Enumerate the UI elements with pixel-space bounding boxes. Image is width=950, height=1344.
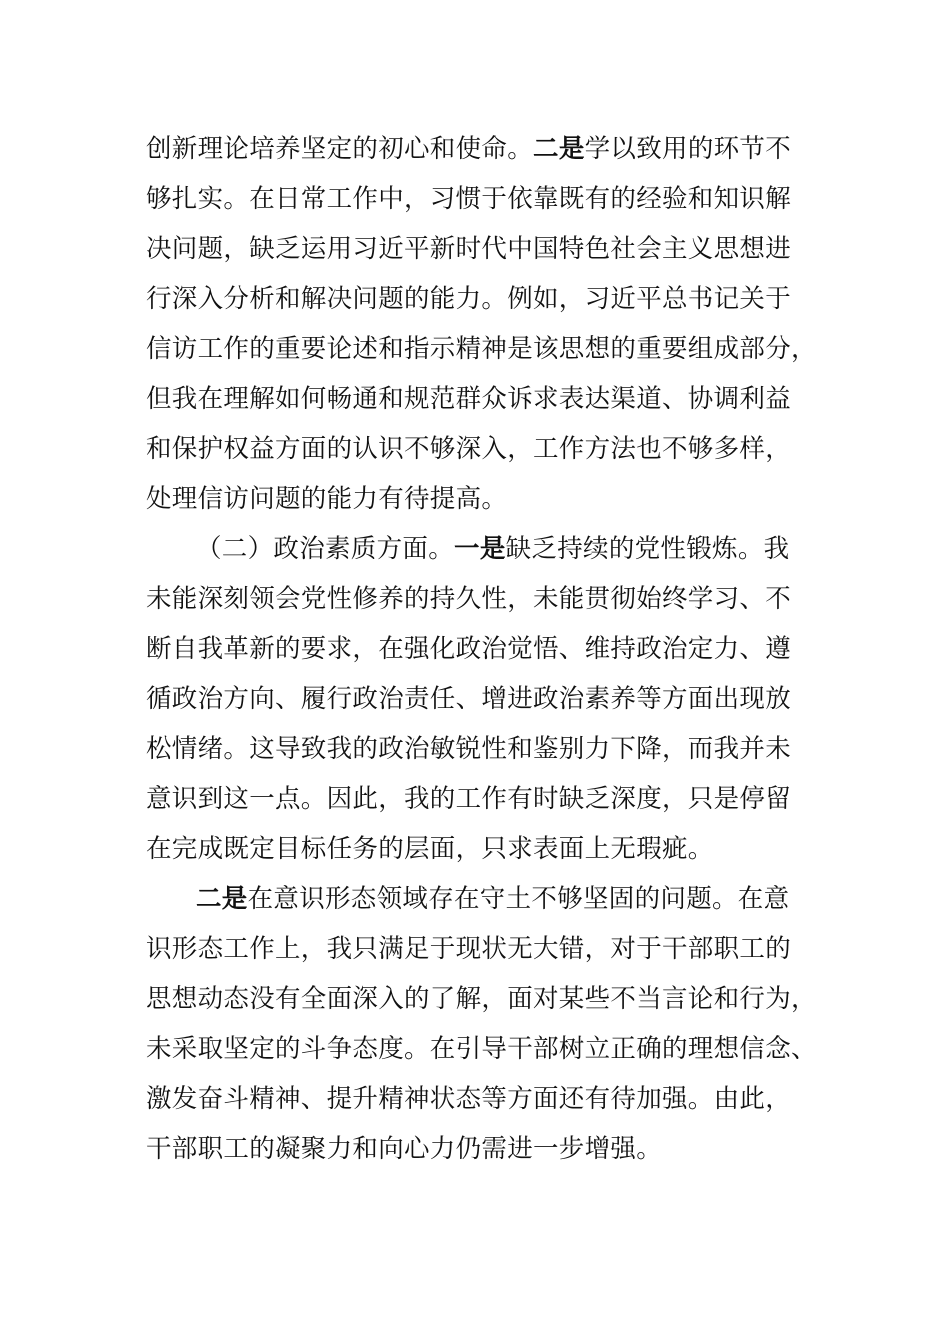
body-line: [146, 274, 806, 324]
text-run: 思想动态没有全面深入的了解，面对某些不当言论和行为，: [146, 984, 817, 1014]
text-run: 但我在理解如何畅通和规范群众诉求表达渠道、协调利益: [146, 384, 792, 414]
body-line: [146, 624, 806, 674]
body-line: [146, 224, 806, 274]
text-run: 未采取坚定的斗争态度。在引导干部树立正确的理想信念、: [146, 1034, 817, 1064]
text-run: 和保护权益方面的认识不够深入，工作方法也不够多样，: [146, 434, 792, 464]
body-line: [146, 824, 806, 874]
text-run: 干部职工的凝聚力和向心力仍需进一步增强。: [146, 1134, 663, 1164]
text-run: 够扎实。在日常工作中，习惯于依靠既有的经验和知识解: [146, 184, 792, 214]
text-run: 识形态工作上，我只满足于现状无大错，对于干部职工的: [146, 934, 792, 964]
body-line: [146, 374, 806, 424]
text-run: 未能深刻领会党性修养的持久性，未能贯彻始终学习、不: [146, 584, 792, 614]
body-line: [146, 1074, 806, 1124]
body-line: [146, 574, 806, 624]
body-line: [146, 174, 806, 224]
body-line: [146, 724, 806, 774]
body-line: [146, 124, 806, 174]
text-run: （二）政治素质方面。: [196, 534, 455, 564]
body-line: [146, 474, 806, 524]
text-run: 缺乏持续的党性锻炼。我: [505, 534, 790, 564]
bold-text-run: 二是: [196, 884, 248, 914]
body-line: [146, 874, 806, 924]
body-line: [146, 424, 806, 474]
text-run: 断自我革新的要求，在强化政治觉悟、维持政治定力、遵: [146, 634, 792, 664]
body-line: [146, 924, 806, 974]
text-run: 处理信访问题的能力有待提高。: [146, 484, 508, 514]
body-line: [146, 674, 806, 724]
bold-text-run: 二是: [533, 134, 585, 164]
text-run: 意识到这一点。因此，我的工作有时缺乏深度，只是停留: [146, 784, 792, 814]
text-run: 激发奋斗精神、提升精神状态等方面还有待加强。由此，: [146, 1084, 792, 1114]
text-run: 循政治方向、履行政治责任、增进政治素养等方面出现放: [146, 684, 792, 714]
text-run: 松情绪。这导致我的政治敏锐性和鉴别力下降，而我并未: [146, 734, 792, 764]
text-run: 在意识形态领域存在守土不够坚固的问题。在意: [247, 884, 790, 914]
body-line: [146, 1024, 817, 1074]
text-run: 创新理论培养坚定的初心和使命。: [146, 134, 534, 164]
text-run: 学以致用的环节不: [584, 134, 792, 164]
body-line: [146, 974, 817, 1024]
text-run: 在完成既定目标任务的层面，只求表面上无瑕疵。: [146, 834, 714, 864]
body-line: [146, 324, 817, 374]
text-run: 决问题，缺乏运用习近平新时代中国特色社会主义思想进: [146, 234, 792, 264]
document-body: [146, 124, 817, 1174]
section-heading-line: [146, 524, 806, 574]
text-run: 行深入分析和解决问题的能力。例如，习近平总书记关于: [146, 284, 792, 314]
body-line: [146, 1124, 806, 1174]
bold-text-run: 一是: [454, 534, 506, 564]
text-run: 信访工作的重要论述和指示精神是该思想的重要组成部分，: [146, 334, 817, 364]
body-line: [146, 774, 806, 824]
